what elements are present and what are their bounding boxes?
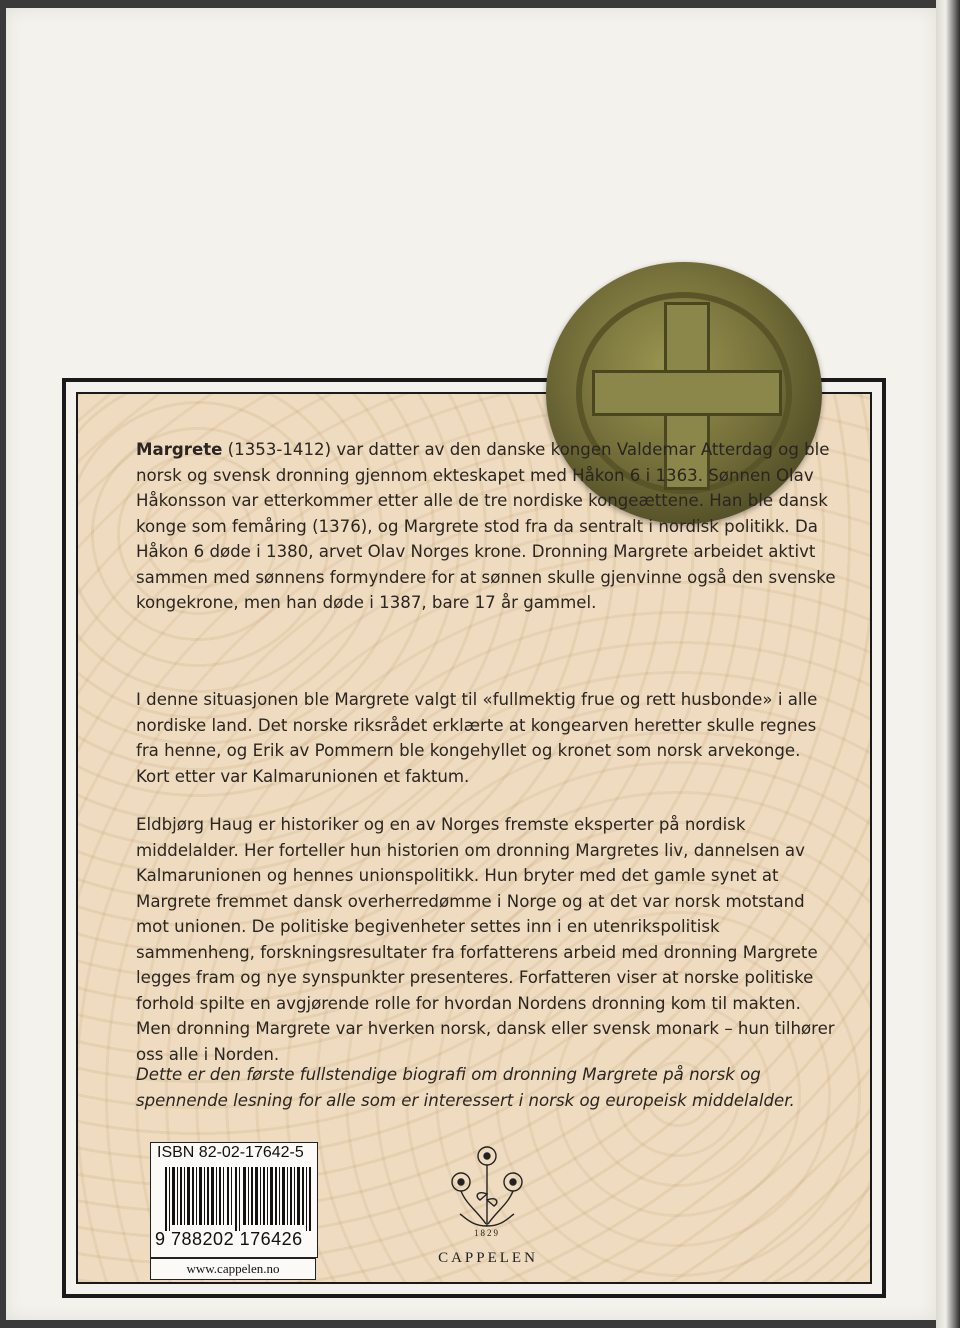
publisher-url[interactable]: www.cappelen.no	[150, 1258, 316, 1280]
book-spine-edge	[936, 0, 960, 1328]
barcode-icon	[165, 1167, 315, 1231]
publisher-name: CAPPELEN	[438, 1250, 538, 1266]
publisher-year: 1829	[474, 1228, 500, 1238]
paragraph-1-text: (1353-1412) var datter av den danske kongen Valdemar Atterdag og ble norsk og svensk dronning gjennom ekteskapet med Håkon 6 i 1363. Sønnen Olav Håkonsson var etterkommer etter alle de tre nordiske kongeættene. Han ble dansk konge som femåring (1376), og Margrete stod fra da sentralt i nordisk politikk. Da Håkon 6 døde i 1380, arvet Olav Norges krone. Dronning Margrete arbeidet aktivt sammen med sønnens formyndere for at sønnen skulle gjenvinne også den svenske kongekrone, men han døde i 1387, bare 17 år gammel.	[136, 440, 836, 612]
cappelen-flower-logo-icon	[430, 1138, 544, 1268]
isbn-label: ISBN 82-02-17642-5	[157, 1144, 304, 1161]
ean-number: 9 788202 176426	[155, 1229, 303, 1249]
description-paragraph-4: Dette er den første fullstendige biografi om dronning Margrete på norsk og spennende lesning for alle som er interessert i norsk og europeisk middelalder.	[136, 1065, 795, 1110]
seal-cross-horizontal	[592, 370, 782, 416]
subject-name: Margrete	[136, 440, 223, 459]
description-paragraph-3: Eldbjørg Haug er historiker og en av Norges fremste eksperter på nordisk middelalder. Her forteller hun historien om dronning Margretes liv, dannelsen av Kalmarunionen og hennes unionspolitikk. Hun bryter med det gamle synet at Margrete fremmet dansk overherredømme i Norge og at det var norsk motstand mot unionen. De politiske begivenheter settes inn i en utenrikspolitisk sammenheng, forskningsresultater fra forfatterens arbeid med dronning Margrete legges fram og nye synspunkter presenteres. Forfatteren viser at norske politiske forhold spilte en avgjørende rolle for hvordan Nordens dronning kom til makten. Men dronning Margrete var hverken norsk, dansk eller svensk monark – hun tilhører oss alle i Norden.	[136, 815, 835, 1064]
isbn-barcode-box	[150, 1142, 318, 1258]
description-paragraph-2: I denne situasjonen ble Margrete valgt til «fullmektig frue og rett husbonde» i alle nordiske land. Det norske riksrådet erklærte at kongearven heretter skulle regnes fra henne, og Erik av Pommern ble kongehyllet og kronet som norsk arvekonge. Kort etter var Kalmarunionen et faktum.	[136, 690, 818, 786]
description-paragraph-1	[136, 437, 836, 616]
